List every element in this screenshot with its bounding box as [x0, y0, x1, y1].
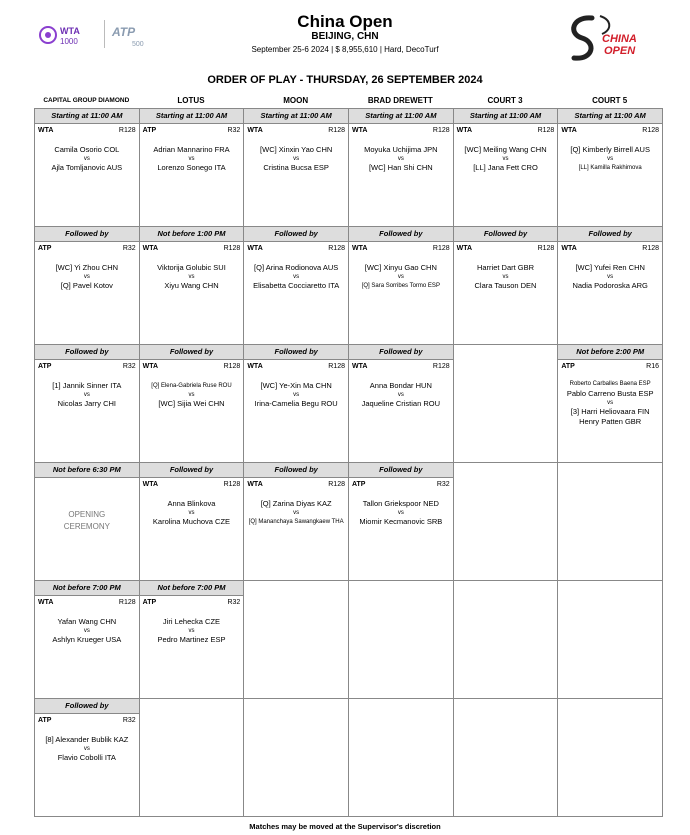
- match-players: [349, 499, 453, 527]
- match-cell: [243, 344, 349, 463]
- match-players: [35, 145, 139, 173]
- draw-round: R32: [122, 363, 136, 370]
- match-players: [558, 145, 662, 173]
- time-slot: Not before 7:00 PM: [140, 581, 244, 596]
- player-one: Moyuka Uchijima JPN: [364, 145, 438, 154]
- player-one: Tallon Griekspoor NED: [362, 499, 439, 508]
- player-two: Nadia Podoroska ARG: [572, 281, 648, 290]
- empty-cell: [243, 580, 349, 699]
- china-open-logo-line2: OPEN: [604, 45, 636, 57]
- player-two: Ajla Tomljanovic AUS: [51, 163, 123, 172]
- tour-label: WTA: [456, 245, 473, 252]
- court-header: COURT 3: [487, 96, 523, 105]
- tour-label: ATP: [38, 717, 52, 724]
- tour-label: ATP: [561, 363, 575, 370]
- time-slot: Not before 2:00 PM: [558, 345, 662, 360]
- tour-label: WTA: [247, 127, 263, 134]
- tour-label: WTA: [38, 599, 54, 606]
- player-one: [Q] Kimberly Birrell AUS: [570, 145, 650, 154]
- draw-round: R128: [223, 481, 241, 488]
- match-cell: [34, 226, 140, 345]
- vs-label: vs: [188, 628, 195, 634]
- footer-note: Matches may be moved at the Supervisor's discretion: [249, 822, 441, 831]
- player-partner: Roberto Carballes Baena ESP: [569, 381, 651, 387]
- player-one: [WC] Xinyu Gao CHN: [364, 263, 437, 272]
- empty-cell: [557, 698, 663, 817]
- tour-label: WTA: [352, 245, 368, 252]
- tournament-location: BEIJING, CHN: [311, 31, 379, 42]
- empty-cell: [243, 698, 349, 817]
- match-players: [35, 735, 139, 763]
- vs-label: vs: [293, 274, 300, 280]
- vs-label: vs: [397, 274, 404, 280]
- draw-round: R128: [118, 127, 136, 134]
- time-slot: Followed by: [349, 227, 453, 242]
- time-slot: Starting at 11:00 AM: [140, 109, 244, 124]
- wta-level-text: 1000: [60, 37, 78, 46]
- time-slot: Followed by: [140, 345, 244, 360]
- draw-round: R32: [122, 245, 136, 252]
- match-players: [244, 263, 348, 291]
- match-players: [140, 381, 244, 409]
- vs-label: vs: [188, 510, 195, 516]
- match-players: [35, 617, 139, 645]
- vs-label: vs: [293, 156, 300, 162]
- empty-cell: [348, 580, 454, 699]
- player-two: [LL] Jana Fett CRO: [473, 163, 538, 172]
- vs-label: vs: [293, 392, 300, 398]
- empty-cell: [453, 344, 559, 463]
- atp-level-text: 500: [132, 41, 144, 48]
- match-cell: [139, 108, 245, 227]
- player-two: [WC] Han Shi CHN: [368, 163, 433, 172]
- player-two: Clara Tauson DEN: [474, 281, 537, 290]
- player-two: [LL] Kamilla Rakhimova: [578, 165, 642, 171]
- draw-round: R128: [328, 481, 345, 488]
- match-players: [558, 379, 662, 427]
- vs-label: vs: [397, 392, 404, 398]
- player-two: Irina-Camelia Begu ROU: [254, 399, 338, 408]
- player-one: [WC] Meiling Wang CHN: [464, 145, 547, 154]
- vs-label: vs: [607, 400, 614, 406]
- time-slot: Followed by: [244, 345, 348, 360]
- empty-cell: [139, 698, 245, 817]
- time-slot: Followed by: [35, 227, 139, 242]
- match-cell: [139, 462, 245, 581]
- vs-label: vs: [83, 274, 90, 280]
- draw-round: R128: [432, 245, 450, 252]
- vs-label: vs: [607, 156, 614, 162]
- match-players: [244, 145, 348, 173]
- match-players: [140, 145, 244, 173]
- player-one: Anna Blinkova: [167, 499, 216, 508]
- order-of-play-title: ORDER OF PLAY - THURSDAY, 26 SEPTEMBER 2024: [207, 74, 483, 86]
- draw-round: R128: [537, 245, 555, 252]
- ceremony-line: OPENING: [68, 510, 106, 519]
- time-slot: Starting at 11:00 AM: [454, 109, 558, 124]
- time-slot: Not before 1:00 PM: [140, 227, 244, 242]
- player-two: Pedro Martinez ESP: [157, 635, 226, 644]
- tournament-title: China Open: [297, 12, 393, 31]
- draw-round: R128: [223, 245, 241, 252]
- match-cell: [348, 462, 454, 581]
- tour-label: WTA: [352, 127, 368, 134]
- time-slot: Followed by: [35, 699, 139, 714]
- match-cell: [243, 108, 349, 227]
- match-cell: [34, 580, 140, 699]
- draw-round: R128: [328, 127, 345, 134]
- player-one: Adrian Mannarino FRA: [153, 145, 230, 154]
- player-one: [8] Alexander Bublik KAZ: [45, 735, 129, 744]
- player-one: Camila Osorio COL: [54, 145, 120, 154]
- time-slot: Followed by: [35, 345, 139, 360]
- court-header: MOON: [283, 96, 309, 105]
- player-one: [WC] Ye-Xin Ma CHN: [260, 381, 332, 390]
- court-header: COURT 5: [592, 96, 628, 105]
- time-slot: Followed by: [558, 227, 662, 242]
- match-players: [454, 263, 558, 291]
- tour-label: ATP: [38, 245, 52, 252]
- vs-label: vs: [397, 156, 404, 162]
- time-slot: Starting at 11:00 AM: [244, 109, 348, 124]
- match-cell: [453, 108, 559, 227]
- match-cell: [139, 580, 245, 699]
- match-cell: [348, 344, 454, 463]
- draw-round: R32: [227, 599, 241, 606]
- tour-label: WTA: [142, 363, 159, 370]
- match-cell: [139, 344, 245, 463]
- player-one: [WC] Yufei Ren CHN: [575, 263, 645, 272]
- atp-logo-text: ATP: [112, 25, 136, 39]
- time-slot: Followed by: [244, 227, 348, 242]
- player-two: [Q] Sara Sorribes Tormo ESP: [361, 283, 440, 289]
- vs-label: vs: [83, 156, 90, 162]
- player-one: [WC] Xinxin Yao CHN: [260, 145, 333, 154]
- player-two: Karolina Muchova CZE: [152, 517, 231, 526]
- tour-label: WTA: [142, 481, 159, 488]
- draw-round: R128: [642, 127, 659, 134]
- tour-label: WTA: [352, 363, 368, 370]
- china-open-logo-line1: CHINA: [602, 33, 637, 45]
- draw-round: R128: [328, 245, 345, 252]
- player-two: Miomir Kecmanovic SRB: [359, 517, 443, 526]
- player-two: Cristina Bucsa ESP: [263, 163, 329, 172]
- draw-round: R32: [122, 717, 136, 724]
- tournament-details: September 25-6 2024 | $ 8,955,610 | Hard, DecoTurf: [251, 45, 439, 54]
- tour-label: ATP: [352, 481, 366, 488]
- match-cell: [557, 226, 663, 345]
- china-open-logo: [562, 10, 652, 68]
- match-players: [244, 499, 348, 527]
- draw-round: R128: [642, 245, 659, 252]
- tour-label: ATP: [142, 127, 157, 134]
- match-cell: [453, 226, 559, 345]
- match-cell: [34, 462, 140, 581]
- player-two: Ashlyn Krueger USA: [52, 635, 122, 644]
- court-header: CAPITAL GROUP DIAMOND: [43, 97, 130, 104]
- player-one: [Q] Elena-Gabriela Ruse ROU: [151, 383, 232, 389]
- tour-label: WTA: [142, 245, 159, 252]
- vs-label: vs: [188, 274, 195, 280]
- player-two: Nicolas Jarry CHI: [57, 399, 116, 408]
- draw-round: R128: [328, 363, 345, 370]
- empty-cell: [557, 580, 663, 699]
- match-players: [349, 145, 453, 173]
- player-two: [Q] Pavel Kotov: [60, 281, 113, 290]
- player-two: [Q] Mananchaya Sawangkaew THA: [248, 519, 344, 525]
- time-slot: Followed by: [349, 463, 453, 478]
- match-cell: [348, 108, 454, 227]
- player-one: Jiri Lehecka CZE: [162, 617, 221, 626]
- match-cell: [139, 226, 245, 345]
- empty-cell: [557, 462, 663, 581]
- draw-round: R32: [227, 127, 241, 134]
- match-cell: [348, 226, 454, 345]
- vs-label: vs: [188, 156, 195, 162]
- time-slot: Not before 6:30 PM: [35, 463, 139, 478]
- time-slot: Starting at 11:00 AM: [35, 109, 139, 124]
- vs-label: vs: [293, 510, 300, 516]
- ceremony-line: CEREMONY: [63, 522, 110, 531]
- match-cell: [34, 698, 140, 817]
- vs-label: vs: [83, 392, 90, 398]
- vs-label: vs: [502, 274, 509, 280]
- player-one: Anna Bondar HUN: [369, 381, 432, 390]
- player-two: Jaqueline Cristian ROU: [361, 399, 441, 408]
- draw-round: R32: [436, 481, 450, 488]
- match-cell: [34, 344, 140, 463]
- tour-label: ATP: [38, 363, 52, 370]
- order-of-play-grid: [34, 94, 662, 818]
- match-players: [244, 381, 348, 409]
- match-cell: [34, 108, 140, 227]
- player-two: Elisabetta Cocciaretto ITA: [253, 281, 340, 290]
- match-cell: [243, 462, 349, 581]
- draw-round: R128: [223, 363, 241, 370]
- time-slot: Followed by: [349, 345, 453, 360]
- player-partner: Henry Patten GBR: [579, 417, 642, 426]
- tour-label: WTA: [247, 245, 263, 252]
- player-two: Flavio Cobolli ITA: [57, 753, 116, 762]
- player-one: Harriet Dart GBR: [476, 263, 535, 272]
- tour-label: WTA: [561, 127, 577, 134]
- draw-round: R16: [646, 363, 659, 370]
- tour-label: WTA: [38, 127, 54, 134]
- court-header: LOTUS: [177, 96, 205, 105]
- player-two: [WC] Sijia Wei CHN: [158, 399, 225, 408]
- tour-label: WTA: [456, 127, 473, 134]
- draw-round: R128: [432, 127, 450, 134]
- match-cell: [557, 108, 663, 227]
- court-header: BRAD DREWETT: [367, 96, 433, 105]
- player-one: [1] Jannik Sinner ITA: [52, 381, 122, 390]
- opening-ceremony: [35, 509, 139, 533]
- match-players: [454, 145, 558, 173]
- vs-label: vs: [397, 510, 404, 516]
- vs-label: vs: [83, 628, 90, 634]
- tour-label: WTA: [247, 363, 263, 370]
- player-one: [Q] Arina Rodionova AUS: [254, 263, 339, 272]
- match-players: [349, 381, 453, 409]
- match-players: [35, 263, 139, 291]
- header: [0, 0, 690, 70]
- player-one: [Q] Zarina Diyas KAZ: [260, 499, 332, 508]
- match-players: [558, 263, 662, 291]
- player-two: Xiyu Wang CHN: [164, 281, 219, 290]
- player-one: Viktorija Golubic SUI: [157, 263, 226, 272]
- player-two: Lorenzo Sonego ITA: [157, 163, 226, 172]
- player-one: Pablo Carreno Busta ESP: [566, 389, 654, 398]
- empty-cell: [348, 698, 454, 817]
- match-cell: [557, 344, 663, 463]
- draw-round: R128: [537, 127, 555, 134]
- empty-cell: [453, 698, 559, 817]
- vs-label: vs: [502, 156, 509, 162]
- match-players: [140, 499, 244, 527]
- tour-label: ATP: [142, 599, 157, 606]
- match-players: [349, 263, 453, 291]
- wta-logo-text: WTA: [60, 26, 80, 36]
- match-players: [140, 617, 244, 645]
- match-cell: [243, 226, 349, 345]
- vs-label: vs: [607, 274, 614, 280]
- draw-round: R128: [118, 599, 136, 606]
- player-one: Yafan Wang CHN: [57, 617, 117, 626]
- player-two: [3] Harri Heliovaara FIN: [570, 407, 650, 416]
- vs-label: vs: [188, 392, 195, 398]
- vs-label: vs: [83, 746, 90, 752]
- time-slot: Starting at 11:00 AM: [349, 109, 453, 124]
- tour-label: WTA: [247, 481, 263, 488]
- player-one: [WC] Yi Zhou CHN: [55, 263, 119, 272]
- empty-cell: [453, 462, 559, 581]
- match-players: [140, 263, 244, 291]
- empty-cell: [453, 580, 559, 699]
- time-slot: Followed by: [244, 463, 348, 478]
- time-slot: Starting at 11:00 AM: [558, 109, 662, 124]
- time-slot: Followed by: [140, 463, 244, 478]
- time-slot: Followed by: [454, 227, 558, 242]
- time-slot: Not before 7:00 PM: [35, 581, 139, 596]
- match-players: [35, 381, 139, 409]
- draw-round: R128: [432, 363, 450, 370]
- tour-label: WTA: [561, 245, 577, 252]
